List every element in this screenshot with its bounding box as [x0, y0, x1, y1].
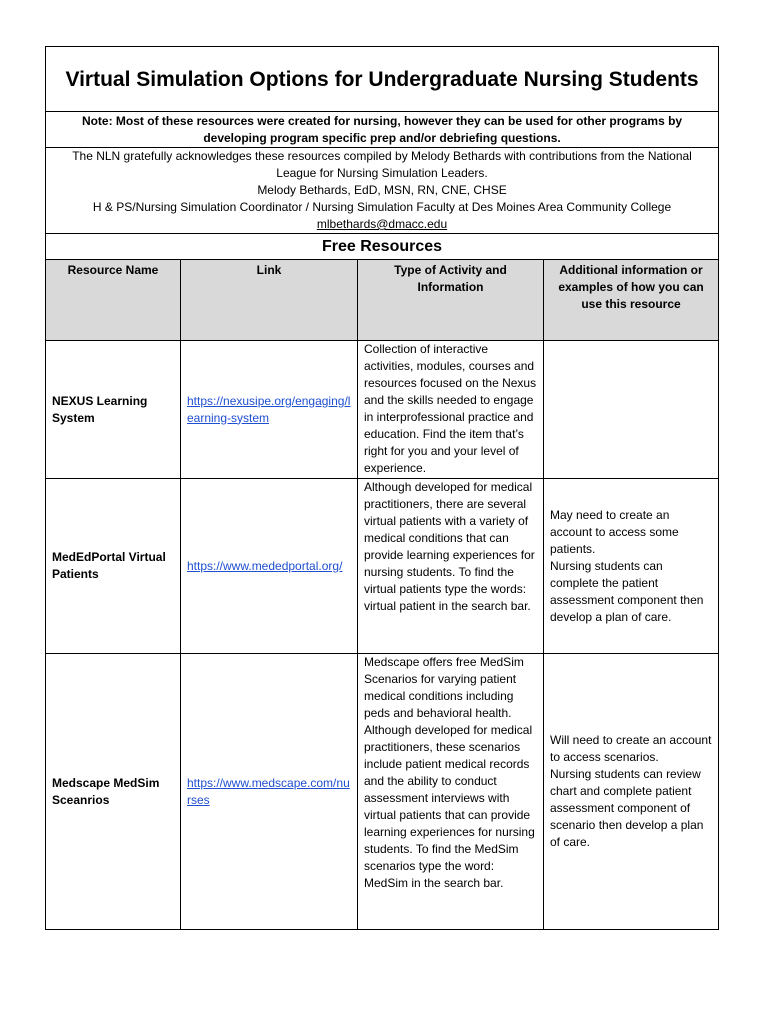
author-role: H & PS/Nursing Simulation Coordinator / Nursing Simulation Faculty at Des Moines Area Community College: [92, 200, 672, 214]
resource-link[interactable]: https://www.mededportal.org/: [187, 558, 343, 573]
additional-access: May need to create an account to access some patients.: [550, 507, 679, 556]
additional-usage: Nursing students can complete the patient assessment component then develop a plan of care.: [550, 558, 704, 624]
note-text: Note: Most of these resources were created for nursing, however they can be used for other programs by developing program specific prep and/or debriefing questions.: [46, 112, 719, 148]
resource-link[interactable]: https://www.medscape.com/nurses: [187, 775, 350, 807]
resource-additional: [544, 479, 719, 654]
resource-name: MedEdPortal Virtual Patients: [46, 479, 181, 654]
resource-name: Medscape MedSim Sceanrios: [46, 654, 181, 930]
column-header: Resource Name: [46, 260, 181, 341]
resource-additional: [544, 654, 719, 930]
column-header: Link: [181, 260, 358, 341]
additional-access: Will need to create an account to access scenarios.: [550, 733, 712, 764]
column-header: Additional information or examples of how you can use this resource: [544, 260, 719, 341]
column-header: Type of Activity and Information: [358, 260, 544, 341]
table-header-row: [46, 260, 719, 341]
author-credentials: Melody Bethards, EdD, MSN, RN, CNE, CHSE: [257, 183, 507, 197]
document-title: Virtual Simulation Options for Undergraduate Nursing Students: [46, 47, 719, 112]
author-email-link[interactable]: mlbethards@dmacc.edu: [316, 217, 448, 231]
resource-type: Collection of interactive activities, modules, courses and resources focused on the Nexus and the skills needed to engage in interprofessional practice and education. Find the item that’s right for you and your level of experience.: [358, 341, 544, 479]
resource-additional: [544, 341, 719, 479]
acknowledgement: [46, 148, 719, 234]
table-row: [46, 341, 719, 479]
resource-name: NEXUS Learning System: [46, 341, 181, 479]
additional-usage: Nursing students can review chart and complete patient assessment component of scenario then develop a plan of care.: [550, 767, 704, 849]
resource-type: Medscape offers free MedSim Scenarios for varying patient medical conditions including peds and behavioral health. Although developed for medical practitioners, these scenarios include patient medical records and the ability to conduct assessment interviews with virtual patients that can provide learning experiences for nursing students. To find the MedSim scenarios type the word: MedSim in the search bar.: [358, 654, 544, 930]
acknowledgement-text: The NLN gratefully acknowledges these resources compiled by Melody Bethards with contributions from the National League for Nursing Simulation Leaders.: [72, 149, 692, 180]
resource-link[interactable]: https://nexusipe.org/engaging/learning-system: [187, 393, 351, 425]
resource-table: [45, 46, 719, 930]
table-row: [46, 479, 719, 654]
table-row: [46, 654, 719, 930]
resource-type: Although developed for medical practitioners, there are several virtual patients with a variety of medical conditions that can provide learning experiences for nursing students. To find the virtual patients type the words: virtual patient in the search bar.: [358, 479, 544, 654]
section-heading: Free Resources: [46, 234, 719, 260]
